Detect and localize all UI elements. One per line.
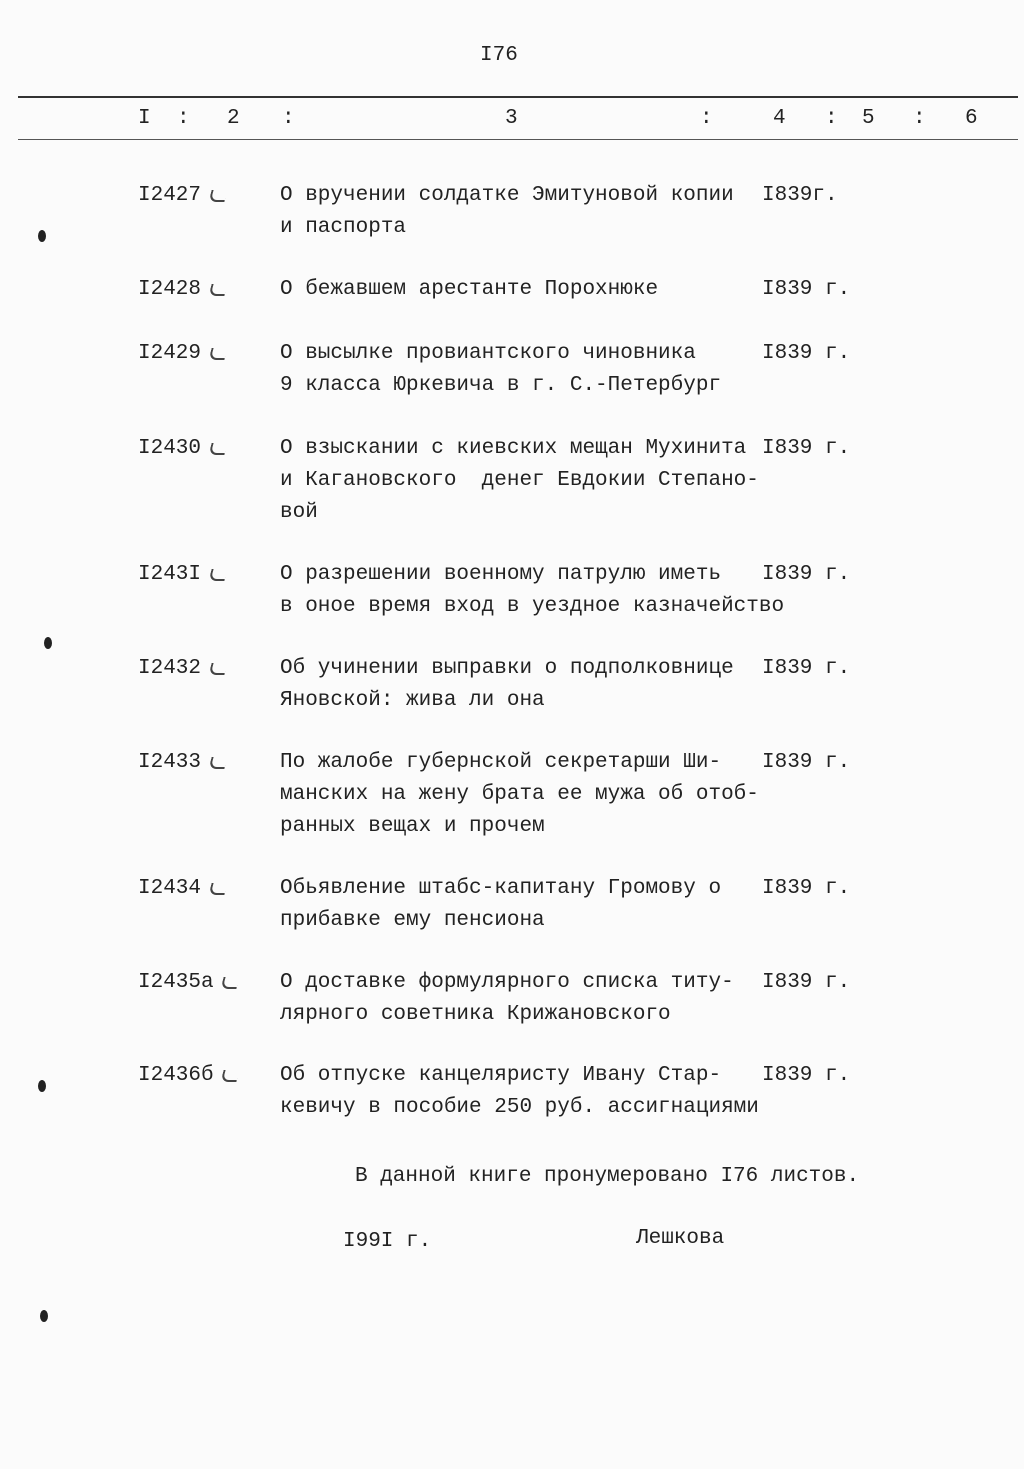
entry-description-line: Об учинении выправки о подполковнице (280, 657, 734, 680)
entry-year: I839 г. (762, 657, 851, 680)
checkmark-icon (208, 569, 227, 581)
header-top-rule (18, 96, 1018, 98)
entry-year: I839г. (762, 184, 838, 207)
punch-hole-mark (38, 1080, 46, 1092)
checkmark-icon (208, 284, 227, 296)
page-number: I76 (480, 44, 518, 67)
punch-hole-mark (44, 637, 52, 649)
entry-number: I243I (138, 563, 202, 586)
entry-year: I839 г. (762, 877, 851, 900)
col-header-5: 5 (862, 107, 875, 130)
entry-description-line: 9 класса Юркевича в г. С.-Петербург (280, 374, 722, 397)
col-sep: : (825, 107, 838, 130)
entry-description-line: лярного советника Крижановского (280, 1003, 671, 1026)
checkmark-icon (220, 1070, 239, 1082)
entry-description-line: и Кагановского денег Евдокии Степано- (280, 469, 759, 492)
entry-year: I839 г. (762, 342, 851, 365)
entry-description-line: и паспорта (280, 216, 407, 239)
checkmark-icon (220, 977, 239, 989)
col-sep: : (913, 107, 926, 130)
checkmark-icon (208, 663, 227, 675)
entry-number: I2434 (138, 877, 202, 900)
entry-description-line: О разрешении военному патрулю иметь (280, 563, 722, 586)
entry-number: I2435а (138, 971, 214, 994)
entry-description-line: По жалобе губернской секретарши Ши- (280, 751, 722, 774)
col-header-2: 2 (227, 107, 240, 130)
entry-description-line: кевичу в пособие 250 руб. ассигнациями (280, 1096, 759, 1119)
entry-number: I2429 (138, 342, 202, 365)
entry-description-line: О бежавшем арестанте Порохнюке (280, 278, 659, 301)
entry-year: I839 г. (762, 563, 851, 586)
entry-description-line: Обьявление штабс-капитану Громову о (280, 877, 722, 900)
entry-year: I839 г. (762, 278, 851, 301)
col-header-3: 3 (505, 107, 518, 130)
entry-year: I839 г. (762, 971, 851, 994)
checkmark-icon (208, 757, 227, 769)
entry-description-line: прибавке ему пенсиона (280, 909, 545, 932)
signature: Лешкова (636, 1227, 725, 1250)
entry-number: I2432 (138, 657, 202, 680)
col-header-1: I (138, 107, 151, 130)
punch-hole-mark (38, 230, 46, 242)
entry-number: I2436б (138, 1064, 214, 1087)
checkmark-icon (208, 190, 227, 202)
footer-year: I99I г. (343, 1230, 432, 1253)
entry-number: I2428 (138, 278, 202, 301)
checkmark-icon (208, 443, 227, 455)
entry-description-line: О высылке провиантского чиновника (280, 342, 696, 365)
entry-description-line: О доставке формулярного списка титу- (280, 971, 734, 994)
sheet-count-statement: В данной книге пронумеровано I76 листов. (355, 1165, 860, 1188)
entry-description-line: Об отпуске канцеляристу Ивану Стар- (280, 1064, 722, 1087)
entry-number: I2427 (138, 184, 202, 207)
entry-description-line: вой (280, 501, 318, 524)
entry-description-line: О взыскании с киевских мещан Мухинита (280, 437, 747, 460)
entry-description-line: манских на жену брата ее мужа об отоб- (280, 783, 759, 806)
checkmark-icon (208, 348, 227, 360)
col-sep: : (177, 107, 190, 130)
entry-description-line: ранных вещах и прочем (280, 815, 545, 838)
entry-description-line: О вручении солдатке Эмитуновой копии (280, 184, 734, 207)
col-header-6: 6 (965, 107, 978, 130)
entry-number: I2430 (138, 437, 202, 460)
entry-description-line: Яновской: жива ли она (280, 689, 545, 712)
entry-year: I839 г. (762, 437, 851, 460)
header-bottom-rule (18, 139, 1018, 140)
entry-description-line: в оное время вход в уездное казначейство (280, 595, 785, 618)
entry-year: I839 г. (762, 751, 851, 774)
entry-year: I839 г. (762, 1064, 851, 1087)
col-header-4: 4 (773, 107, 786, 130)
checkmark-icon (208, 883, 227, 895)
col-sep: : (700, 107, 713, 130)
entry-number: I2433 (138, 751, 202, 774)
punch-hole-mark (40, 1310, 48, 1322)
col-sep: : (282, 107, 295, 130)
